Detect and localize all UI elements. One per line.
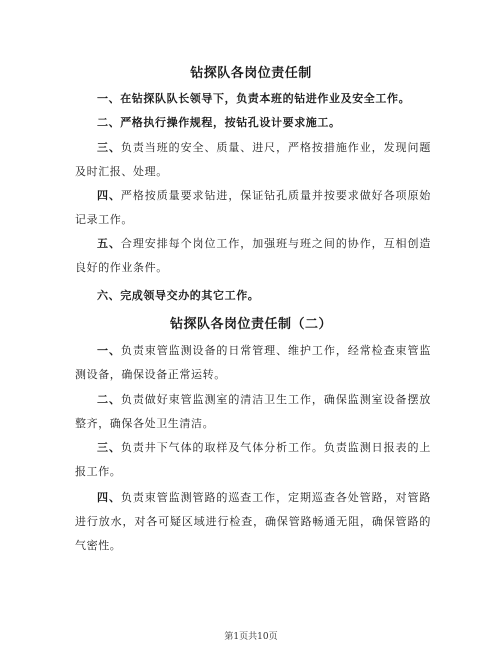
paragraph-8 [75, 388, 431, 436]
section-title: 钻探队各岗位责任制（二） [169, 317, 332, 332]
paragraph-4 [75, 184, 431, 232]
paragraph-text: 负责束管监测设备的日常管理、维护工作，经常检查束管监测设备，确保设备正常运转。 [75, 344, 431, 381]
paragraph-number: 三、 [97, 441, 121, 454]
paragraph-number: 五、 [97, 237, 121, 250]
paragraph-10 [75, 486, 431, 558]
paragraph-number: 三、 [97, 141, 121, 154]
paragraph-3 [75, 136, 431, 184]
paragraph-text: 负责井下气体的取样及气体分析工作。负责监测日报表的上报工作。 [75, 441, 431, 478]
paragraph-number: 二、 [97, 393, 121, 406]
paragraph-text: 负责当班的安全、质量、进尺，严格按措施作业，发现问题及时汇报、处理。 [75, 141, 431, 178]
paragraph-5 [75, 232, 431, 280]
paragraph-text: 负责束管监测管路的巡查工作，定期巡查各处管路，对管路进行放水，对各可疑区域进行检查，确保管路畅通无阻，确保管路的气密性。 [75, 491, 431, 552]
paragraph-text: 严格按质量要求钻进，保证钻孔质量并按要求做好各项原始记录工作。 [75, 189, 431, 226]
paragraph-6: 六、完成领导交办的其它工作。 [97, 289, 260, 302]
paragraph-text: 负责做好束管监测室的清洁卫生工作，确保监测室设备摆放整齐，确保各处卫生清洁。 [75, 393, 431, 430]
paragraph-1: 一、在钻探队队长领导下，负责本班的钻进作业及安全工作。 [97, 92, 411, 105]
paragraph-text: 合理安排每个岗位工作，加强班与班之间的协作，互相创造良好的作业条件。 [75, 237, 431, 274]
page-footer: 第1页共10页 [224, 632, 278, 642]
paragraph-7 [75, 339, 431, 387]
document-title: 钻探队各岗位责任制 [190, 66, 312, 81]
paragraph-9 [75, 436, 431, 484]
paragraph-2: 二、严格执行操作规程，按钻孔设计要求施工。 [97, 116, 341, 129]
paragraph-number: 一、 [97, 344, 121, 357]
paragraph-number: 四、 [97, 189, 121, 202]
paragraph-number: 四、 [97, 491, 121, 504]
